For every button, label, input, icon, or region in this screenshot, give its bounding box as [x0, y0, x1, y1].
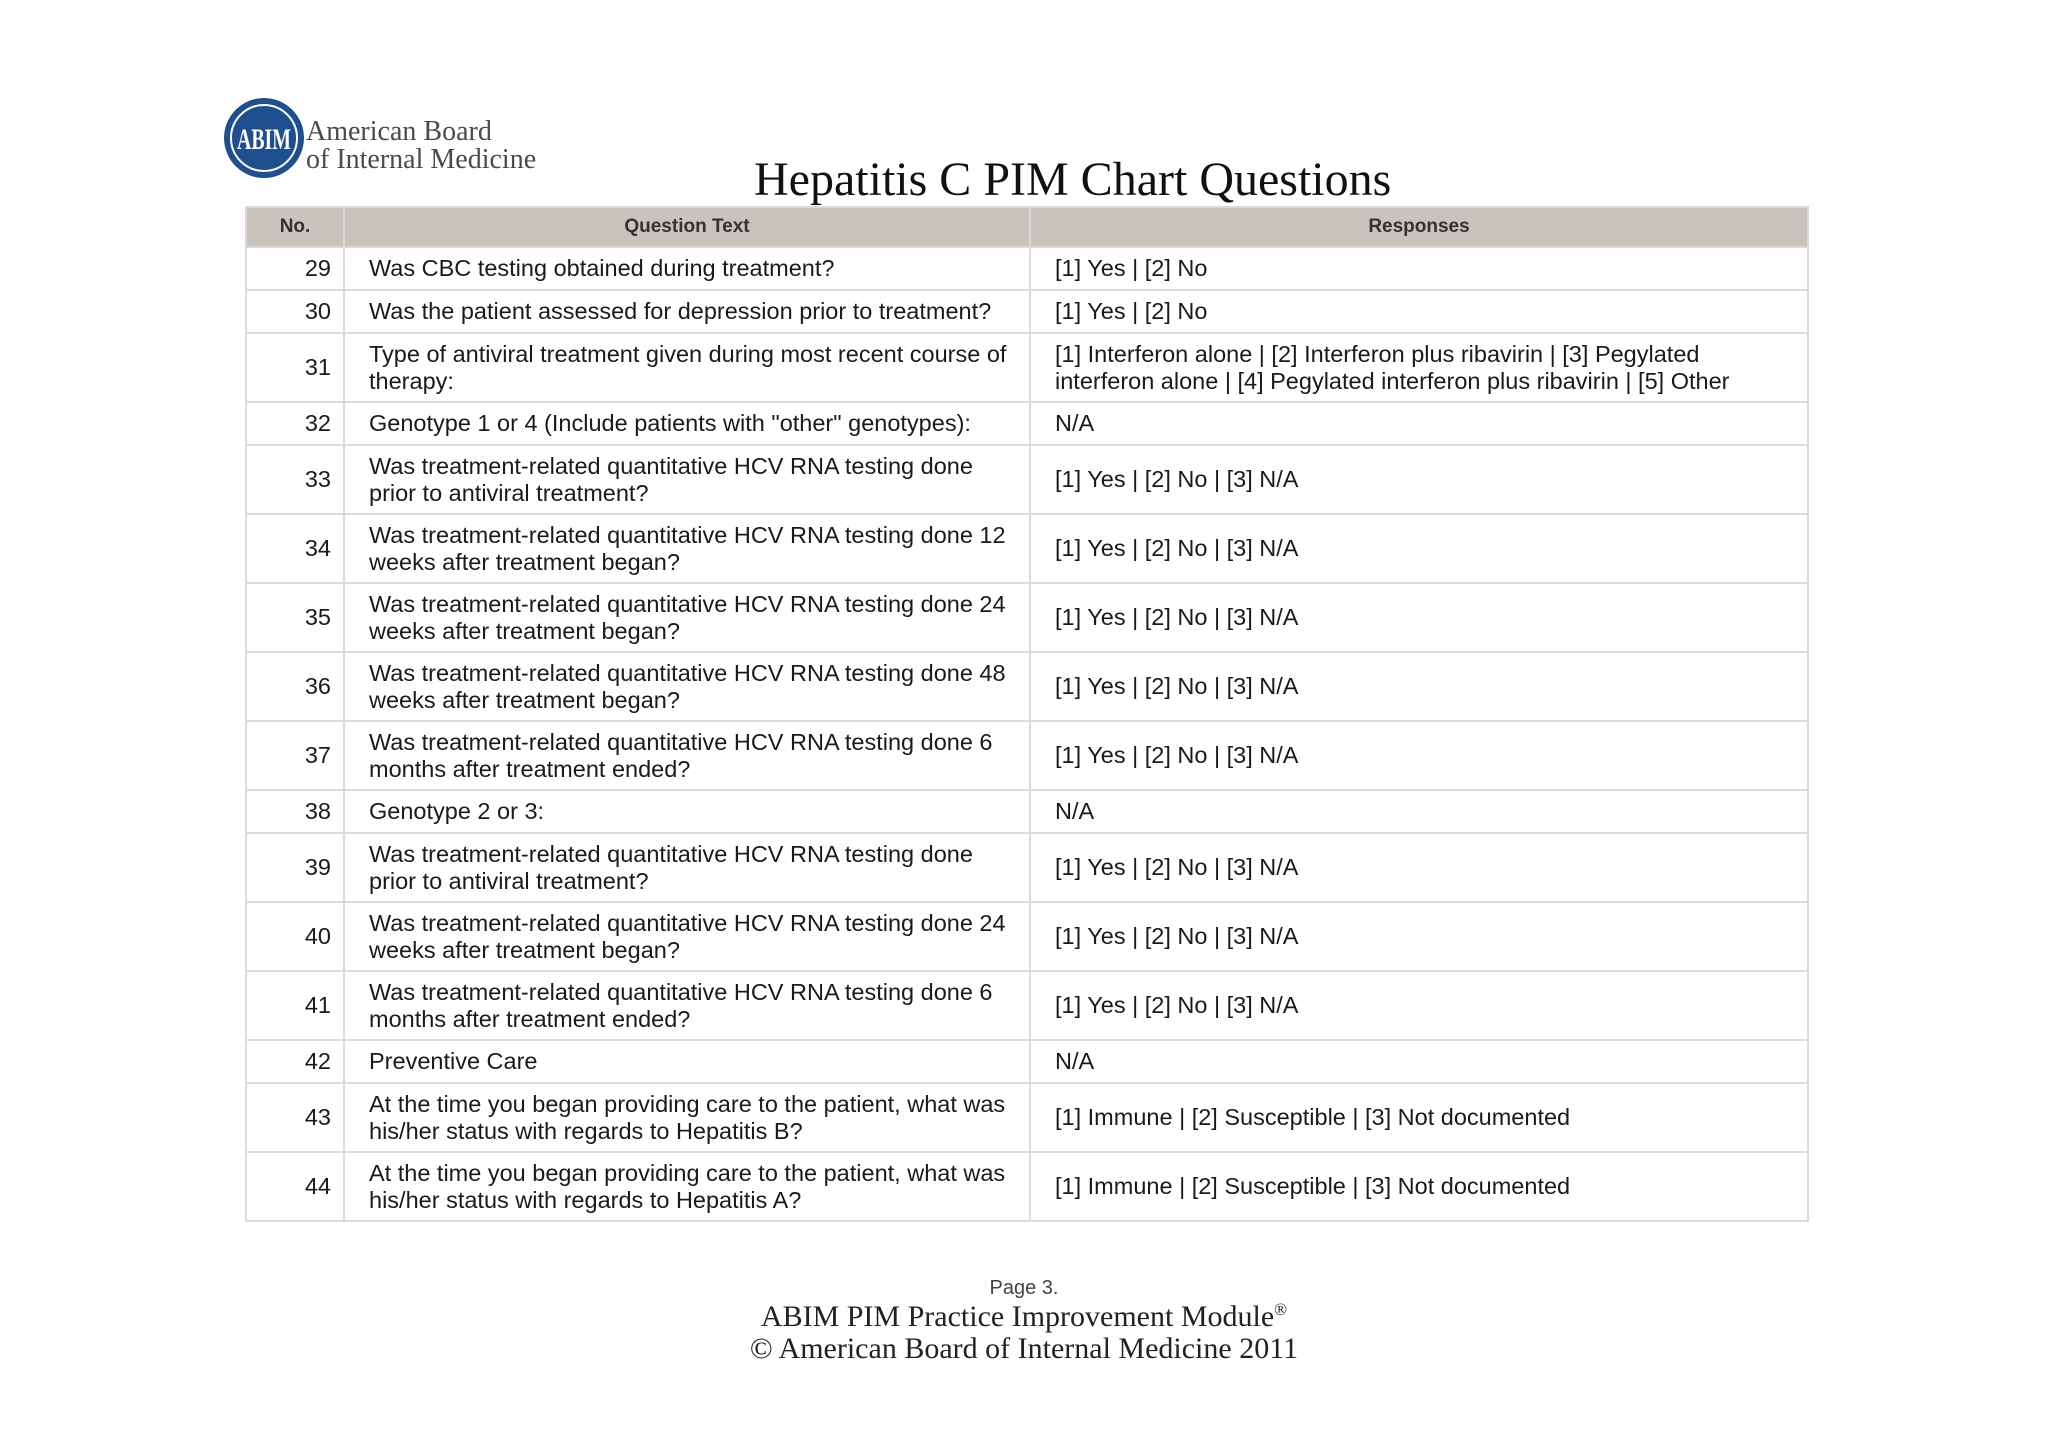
abim-logo — [222, 96, 562, 182]
response-options: [1] Yes | [2] No | [3] N/A — [1030, 514, 1808, 583]
table-row — [246, 290, 1808, 333]
page-title: Hepatitis C PIM Chart Questions — [754, 153, 1392, 206]
question-number: 35 — [246, 583, 344, 652]
question-text — [344, 652, 1030, 721]
question-text-line: his/her status with regards to Hepatitis A? — [369, 1186, 802, 1213]
question-number: 31 — [246, 333, 344, 402]
question-text-line: weeks after treatment began? — [369, 686, 680, 713]
response-options: [1] Yes | [2] No | [3] N/A — [1030, 583, 1808, 652]
question-text: Preventive Care — [344, 1040, 1030, 1083]
question-text: Genotype 2 or 3: — [344, 790, 1030, 833]
svg-text:ABIM: ABIM — [237, 123, 291, 156]
question-text — [344, 971, 1030, 1040]
question-number: 30 — [246, 290, 344, 333]
question-text-line: weeks after treatment began? — [369, 617, 680, 644]
header-number: No. — [246, 207, 344, 247]
question-text-line: Was treatment-related quantitative HCV RNA testing done 24 — [369, 590, 1006, 617]
page-number: Page 3. — [989, 1277, 1059, 1299]
question-number: 38 — [246, 790, 344, 833]
question-text-line: Was treatment-related quantitative HCV RNA testing done 6 — [369, 728, 993, 755]
table-header-row — [246, 207, 1808, 247]
wordmark-line-2: of Internal Medicine — [306, 144, 537, 175]
table-row — [246, 652, 1808, 721]
header-responses: Responses — [1030, 207, 1808, 247]
question-text-line: At the time you began providing care to the patient, what was — [369, 1159, 1006, 1186]
module-name-text: ABIM PIM Practice Improvement Module — [760, 1300, 1275, 1333]
question-text — [344, 333, 1030, 402]
response-options: [1] Yes | [2] No | [3] N/A — [1030, 721, 1808, 790]
question-text-line: Type of antiviral treatment given during most recent course of — [369, 340, 1007, 367]
wordmark-line-1: American Board — [306, 116, 492, 147]
questions-table — [245, 206, 1809, 1222]
table-row — [246, 1152, 1808, 1221]
question-number: 43 — [246, 1083, 344, 1152]
question-text — [344, 833, 1030, 902]
response-options: [1] Immune | [2] Susceptible | [3] Not documented — [1030, 1083, 1808, 1152]
table-row — [246, 583, 1808, 652]
question-number: 40 — [246, 902, 344, 971]
question-text-line: his/her status with regards to Hepatitis B? — [369, 1117, 803, 1144]
response-options: [1] Immune | [2] Susceptible | [3] Not documented — [1030, 1152, 1808, 1221]
question-text-line: months after treatment ended? — [369, 1005, 691, 1032]
question-text-line: Was treatment-related quantitative HCV RNA testing done 24 — [369, 909, 1006, 936]
question-text-line: Was treatment-related quantitative HCV RNA testing done 6 — [369, 978, 993, 1005]
question-number: 39 — [246, 833, 344, 902]
question-text — [344, 583, 1030, 652]
question-text-line: prior to antiviral treatment? — [369, 479, 649, 506]
header-question-text: Question Text — [344, 207, 1030, 247]
response-options: [1] Yes | [2] No — [1030, 290, 1808, 333]
response-options: N/A — [1030, 1040, 1808, 1083]
table-row — [246, 333, 1808, 402]
abim-seal-icon — [222, 96, 306, 180]
question-text-line: Was treatment-related quantitative HCV RNA testing done — [369, 840, 973, 867]
question-text — [344, 1152, 1030, 1221]
question-text: Genotype 1 or 4 (Include patients with "other" genotypes): — [344, 402, 1030, 445]
response-options-line: [1] Interferon alone | [2] Interferon plus ribavirin | [3] Pegylated — [1055, 340, 1700, 367]
question-text — [344, 514, 1030, 583]
question-text-line: weeks after treatment began? — [369, 548, 680, 575]
question-text: Was the patient assessed for depression prior to treatment? — [344, 290, 1030, 333]
table-row — [246, 721, 1808, 790]
response-options: N/A — [1030, 402, 1808, 445]
question-text — [344, 721, 1030, 790]
response-options: [1] Yes | [2] No | [3] N/A — [1030, 652, 1808, 721]
table-row — [246, 445, 1808, 514]
question-text — [344, 445, 1030, 514]
table-row — [246, 1083, 1808, 1152]
question-text-line: therapy: — [369, 367, 454, 394]
question-text-line: prior to antiviral treatment? — [369, 867, 649, 894]
question-text — [344, 902, 1030, 971]
question-number: 32 — [246, 402, 344, 445]
question-number: 34 — [246, 514, 344, 583]
question-number: 42 — [246, 1040, 344, 1083]
response-options: [1] Yes | [2] No | [3] N/A — [1030, 902, 1808, 971]
question-text: Was CBC testing obtained during treatment? — [344, 247, 1030, 290]
table-row — [246, 971, 1808, 1040]
question-text-line: Was treatment-related quantitative HCV RNA testing done 12 — [369, 521, 1006, 548]
question-number: 36 — [246, 652, 344, 721]
question-number: 37 — [246, 721, 344, 790]
question-number: 44 — [246, 1152, 344, 1221]
response-options — [1030, 333, 1808, 402]
response-options: N/A — [1030, 790, 1808, 833]
table-row — [246, 790, 1808, 833]
question-text-line: Was treatment-related quantitative HCV RNA testing done 48 — [369, 659, 1006, 686]
question-number: 33 — [246, 445, 344, 514]
question-number: 41 — [246, 971, 344, 1040]
footer-copyright: © American Board of Internal Medicine 2011 — [749, 1332, 1299, 1365]
question-text — [344, 1083, 1030, 1152]
table-row — [246, 402, 1808, 445]
registered-mark: ® — [1274, 1300, 1288, 1319]
response-options: [1] Yes | [2] No | [3] N/A — [1030, 971, 1808, 1040]
abim-wordmark — [306, 118, 536, 174]
table-row — [246, 902, 1808, 971]
response-options: [1] Yes | [2] No — [1030, 247, 1808, 290]
question-text-line: months after treatment ended? — [369, 755, 691, 782]
question-number: 29 — [246, 247, 344, 290]
footer-module-name — [0, 1300, 2048, 1334]
table-row — [246, 833, 1808, 902]
response-options-line: interferon alone | [4] Pegylated interferon plus ribavirin | [5] Other — [1055, 367, 1730, 394]
table-row — [246, 514, 1808, 583]
question-text-line: Was treatment-related quantitative HCV RNA testing done — [369, 452, 973, 479]
table-row — [246, 1040, 1808, 1083]
question-text-line: At the time you began providing care to the patient, what was — [369, 1090, 1006, 1117]
table-row — [246, 247, 1808, 290]
question-text-line: weeks after treatment began? — [369, 936, 680, 963]
response-options: [1] Yes | [2] No | [3] N/A — [1030, 445, 1808, 514]
response-options: [1] Yes | [2] No | [3] N/A — [1030, 833, 1808, 902]
